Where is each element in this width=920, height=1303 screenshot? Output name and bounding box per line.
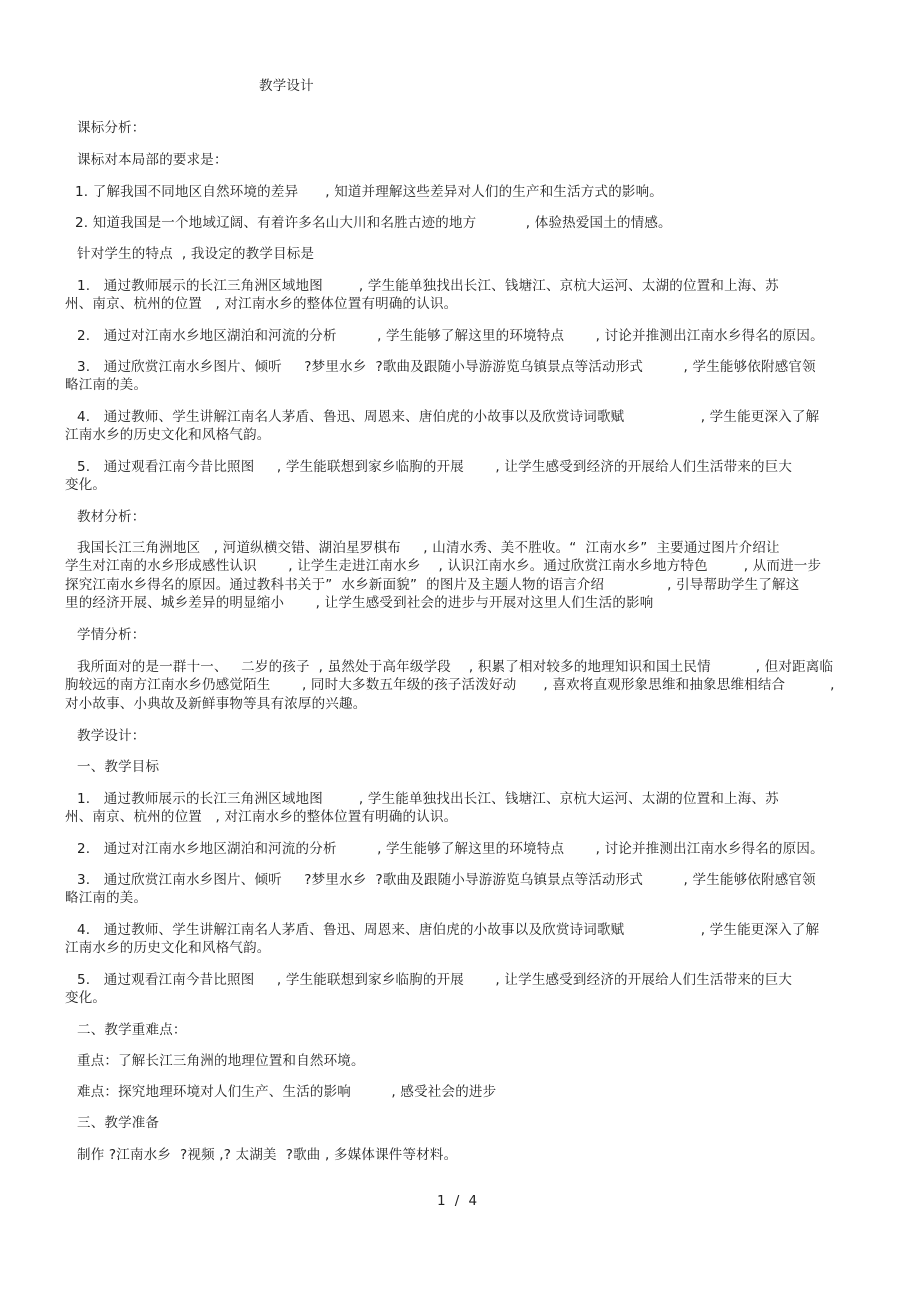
list-item-continuation: 变化。 bbox=[65, 477, 107, 493]
list-item-continuation: 变化。 bbox=[65, 990, 107, 1006]
paragraph-line: 课标对本局部的要求是： bbox=[77, 152, 228, 168]
heading-key-points: 二、教学重难点： bbox=[77, 1022, 187, 1038]
list-item: 2. 通过对江南水乡地区湖泊和河流的分析 , 学生能够了解这里的环境特点 , 讨论并推测出江南水乡得名的原因。 bbox=[77, 328, 824, 344]
paragraph-line: 对小故事、小典故及新鲜事物等具有浓厚的兴趣。 bbox=[65, 696, 367, 712]
paragraph-line: 我所面对的是一群十一、 二岁的孩子 , 虽然处于高年级学段 , 积累了相对较多的地理知识和国土民情 , 但对距离临 bbox=[77, 659, 834, 675]
list-item: 2. 通过对江南水乡地区湖泊和河流的分析 , 学生能够了解这里的环境特点 , 讨论并推测出江南水乡得名的原因。 bbox=[77, 841, 824, 857]
list-item-continuation: 江南水乡的历史文化和风格气韵。 bbox=[65, 940, 271, 956]
list-item: 4. 通过教师、学生讲解江南名人茅盾、鲁迅、周恩来、唐伯虎的小故事以及欣赏诗词歌赋 , 学生能更深入了解 bbox=[77, 409, 820, 425]
list-item: 5. 通过观看江南今昔比照图 , 学生能联想到家乡临朐的开展 , 让学生感受到经济的开展给人们生活带来的巨大 bbox=[77, 972, 793, 988]
heading-teaching-goals: 一、教学目标 bbox=[77, 759, 160, 775]
list-item-continuation: 略江南的美。 bbox=[65, 377, 148, 393]
page-number: 1 / 4 bbox=[437, 1193, 478, 1209]
paragraph-line: 朐较远的南方江南水乡仍感觉陌生 , 同时大多数五年级的孩子活泼好动 , 喜欢将直观形象思维和抽象思维相结合 , bbox=[65, 677, 835, 693]
document-title: 教学设计 bbox=[259, 78, 314, 94]
paragraph-line: 学生对江南的水乡形成感性认识 , 让学生走进江南水乡 , 认识江南水乡。通过欣赏江南水乡地方特色 , 从而进一步 bbox=[65, 558, 822, 574]
list-item-continuation: 州、南京、杭州的位置 , 对江南水乡的整体位置有明确的认识。 bbox=[65, 809, 458, 825]
paragraph-line: 探究江南水乡得名的原因。通过教科书关于” 水乡新面貌” 的图片及主题人物的语言介绍 , 引导帮助学生了解这 bbox=[65, 577, 800, 593]
list-item: 3. 通过欣赏江南水乡图片、倾听 ?梦里水乡 ?歌曲及跟随小导游游览乌镇景点等活动形式 , 学生能够依附感官领 bbox=[77, 359, 816, 375]
list-item-continuation: 州、南京、杭州的位置 , 对江南水乡的整体位置有明确的认识。 bbox=[65, 296, 458, 312]
heading-teaching-design: 教学设计： bbox=[77, 728, 146, 744]
list-item: 1. 了解我国不同地区自然环境的差异 , 知道并理解这些差异对人们的生产和生活方式的影响。 bbox=[75, 184, 664, 200]
paragraph-line: 针对学生的特点 , 我设定的教学目标是 bbox=[77, 246, 315, 262]
paragraph-line: 难点：探究地理环境对人们生产、生活的影响 , 感受社会的进步 bbox=[77, 1084, 497, 1100]
list-item: 2. 知道我国是一个地域辽阔、有着许多名山大川和名胜古迹的地方 , 体验热爱国土的情感。 bbox=[75, 215, 672, 231]
list-item-continuation: 略江南的美。 bbox=[65, 890, 148, 906]
paragraph-line: 制作 ?江南水乡 ?视频 ,? 太湖美 ?歌曲 , 多媒体课件等材料。 bbox=[77, 1147, 458, 1163]
heading-curriculum-analysis: 课标分析： bbox=[77, 120, 146, 136]
paragraph-line: 重点：了解长江三角洲的地理位置和自然环境。 bbox=[77, 1053, 365, 1069]
list-item: 1. 通过教师展示的长江三角洲区域地图 , 学生能单独找出长江、钱塘江、京杭大运河、太湖的位置和上海、苏 bbox=[77, 791, 779, 807]
list-item: 1. 通过教师展示的长江三角洲区域地图 , 学生能单独找出长江、钱塘江、京杭大运河、太湖的位置和上海、苏 bbox=[77, 278, 779, 294]
paragraph-line: 里的经济开展、城乡差异的明显缩小 , 让学生感受到社会的进步与开展对这里人们生活的影响 bbox=[65, 595, 654, 611]
heading-student-analysis: 学情分析： bbox=[77, 627, 146, 643]
paragraph-line: 我国长江三角洲地区 , 河道纵横交错、湖泊星罗棋布 , 山清水秀、美不胜收。“ 江南水乡” 主要通过图片介绍让 bbox=[77, 540, 780, 556]
list-item: 5. 通过观看江南今昔比照图 , 学生能联想到家乡临朐的开展 , 让学生感受到经济的开展给人们生活带来的巨大 bbox=[77, 459, 793, 475]
heading-teaching-preparation: 三、教学准备 bbox=[77, 1115, 160, 1131]
heading-textbook-analysis: 教材分析： bbox=[77, 509, 146, 525]
list-item: 3. 通过欣赏江南水乡图片、倾听 ?梦里水乡 ?歌曲及跟随小导游游览乌镇景点等活动形式 , 学生能够依附感官领 bbox=[77, 872, 816, 888]
list-item-continuation: 江南水乡的历史文化和风格气韵。 bbox=[65, 427, 271, 443]
list-item: 4. 通过教师、学生讲解江南名人茅盾、鲁迅、周恩来、唐伯虎的小故事以及欣赏诗词歌赋 , 学生能更深入了解 bbox=[77, 922, 820, 938]
